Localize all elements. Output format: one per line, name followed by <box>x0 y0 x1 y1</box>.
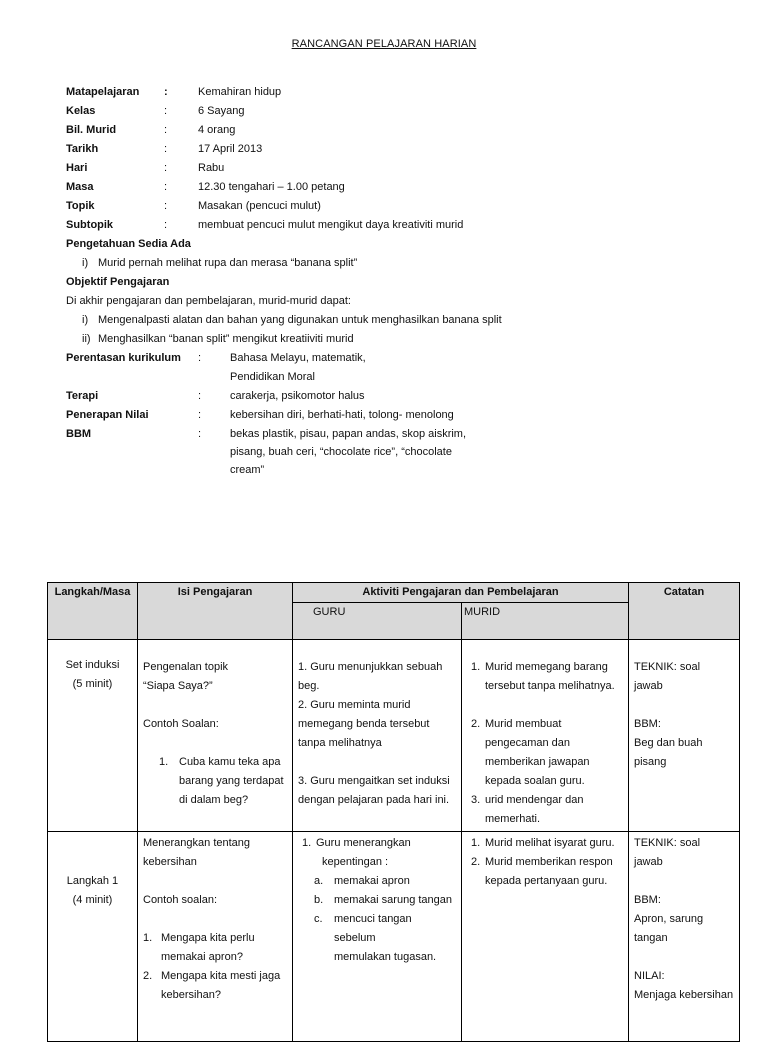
cell-line: Menerangkan tentang <box>143 837 251 849</box>
list-number: ii) <box>82 333 91 345</box>
cell-line: memakai sarung tangan <box>334 894 453 906</box>
cell-guru <box>293 832 462 1042</box>
info-label: Kelas <box>66 105 96 117</box>
cell-line: pisang <box>634 756 667 768</box>
cell-catatan <box>629 832 740 1042</box>
cell-line: Mengapa kita mesti jaga <box>161 970 281 982</box>
cell-line: memulakan tugasan. <box>334 951 437 963</box>
extra-value: cream” <box>230 464 265 476</box>
list-item <box>298 910 456 967</box>
list-number: 1. <box>143 932 153 944</box>
header-isi: Isi Pengajaran <box>138 583 293 640</box>
cell-line: Cuba kamu teka apa <box>179 756 281 768</box>
cell-line: tangan <box>634 932 668 944</box>
cell-langkah <box>48 640 138 832</box>
cell-line: memberikan jawapan <box>485 756 590 768</box>
cell-line: kebersihan <box>143 856 197 868</box>
header-catatan: Catatan <box>629 583 740 640</box>
extra-value: Pendidikan Moral <box>230 371 315 383</box>
list-item <box>298 872 456 891</box>
info-colon: : <box>164 219 168 231</box>
info-value: Rabu <box>198 162 225 174</box>
list-number: c. <box>314 913 323 925</box>
cell-line: tersebut tanpa melihatnya. <box>485 680 615 692</box>
cell-line: jawab <box>634 680 663 692</box>
info-label: Tarikh <box>66 143 99 155</box>
extra-colon: : <box>198 390 202 402</box>
cell-line: tanpa melihatnya <box>298 737 382 749</box>
info-colon: : <box>164 105 168 117</box>
cell-murid <box>462 640 629 832</box>
section-heading-objektif: Objektif Pengajaran <box>66 276 170 288</box>
cell-line: “Siapa Saya?” <box>143 680 213 692</box>
cell-isi <box>138 832 293 1042</box>
list-item <box>143 929 287 967</box>
table-row <box>48 832 740 1042</box>
info-value: 12.30 tengahari – 1.00 petang <box>198 181 345 193</box>
cell-line: Contoh Soalan: <box>143 718 219 730</box>
cell-line: dengan pelajaran pada hari ini. <box>298 794 450 806</box>
cell-line: Apron, sarung <box>634 913 704 925</box>
list-number: i) <box>82 257 89 269</box>
info-value: 4 orang <box>198 124 236 136</box>
list-text: Mengenalpasti alatan dan bahan yang digunakan untuk menghasilkan banana split <box>98 314 502 326</box>
cell-line: kepada pertanyaan guru. <box>485 875 608 887</box>
lesson-table <box>47 582 740 1042</box>
subheader-murid <box>462 603 629 640</box>
cell-line: TEKNIK: soal <box>634 661 701 673</box>
cell-line: memakai apron? <box>161 951 243 963</box>
cell-line: Murid membuat <box>485 718 562 730</box>
objektif-intro: Di akhir pengajaran dan pembelajaran, murid-murid dapat: <box>66 295 351 307</box>
cell-isi <box>138 640 293 832</box>
cell-line: Beg dan buah <box>634 737 703 749</box>
info-label: Topik <box>66 200 95 212</box>
cell-line: BBM: <box>634 894 661 906</box>
extra-label: Penerapan Nilai <box>66 409 149 421</box>
info-label: Hari <box>66 162 88 174</box>
list-item <box>467 658 623 696</box>
header-aktiviti: Aktiviti Pengajaran dan Pembelajaran <box>293 583 629 603</box>
extra-value: pisang, buah ceri, “chocolate rice”, “chocolate <box>230 446 452 458</box>
section-heading-pengetahuan: Pengetahuan Sedia Ada <box>66 238 191 250</box>
list-number: b. <box>314 894 324 906</box>
cell-line: Murid memberikan respon <box>485 856 613 868</box>
cell-line: Guru menerangkan <box>316 837 411 849</box>
list-number: 1. <box>159 756 169 768</box>
list-item <box>467 834 623 853</box>
cell-line: Mengapa kita perlu <box>161 932 255 944</box>
cell-line: Pengenalan topik <box>143 661 229 673</box>
extra-value: bekas plastik, pisau, papan andas, skop aiskrim, <box>230 428 467 440</box>
list-item <box>467 715 623 791</box>
cell-line: NILAI: <box>634 970 665 982</box>
extra-value: Bahasa Melayu, matematik, <box>230 352 366 364</box>
header-langkah: Langkah/Masa <box>48 583 138 640</box>
list-number: i) <box>82 314 89 326</box>
cell-line: (4 minit) <box>72 894 113 906</box>
info-value: membuat pencuci mulut mengikut daya kreativiti murid <box>198 219 464 231</box>
subheader-guru <box>293 603 462 640</box>
table-row <box>48 640 740 832</box>
cell-line: Contoh soalan: <box>143 894 217 906</box>
cell-line: Menjaga kebersihan <box>634 989 734 1001</box>
list-number: 1. <box>471 837 481 849</box>
list-item <box>298 891 456 910</box>
list-number: 2. <box>471 718 481 730</box>
cell-line: Set induksi <box>65 659 120 671</box>
cell-line: (5 minit) <box>72 678 113 690</box>
info-value: Kemahiran hidup <box>198 86 282 98</box>
cell-line: 1. Guru menunjukkan sebuah <box>298 661 443 673</box>
info-label: Masa <box>66 181 94 193</box>
cell-line: Murid memegang barang <box>485 661 608 673</box>
info-value: 17 April 2013 <box>198 143 263 155</box>
cell-line: kebersihan? <box>161 989 221 1001</box>
cell-line: kepada soalan guru. <box>485 775 585 787</box>
info-colon: : <box>164 143 168 155</box>
cell-line: memakai apron <box>334 875 410 887</box>
extra-value: carakerja, psikomotor halus <box>230 390 365 402</box>
extra-colon: : <box>198 409 202 421</box>
page-title: RANCANGAN PELAJARAN HARIAN <box>291 38 477 50</box>
info-value: Masakan (pencuci mulut) <box>198 200 321 212</box>
cell-line: BBM: <box>634 718 661 730</box>
cell-line: Murid melihat isyarat guru. <box>485 837 615 849</box>
cell-line: jawab <box>634 856 663 868</box>
cell-line: memegang benda tersebut <box>298 718 430 730</box>
list-item <box>467 853 623 891</box>
list-number: 3. <box>471 794 481 806</box>
cell-line: 2. Guru meminta murid <box>298 699 411 711</box>
extra-colon: : <box>198 352 202 364</box>
info-colon: : <box>164 124 168 136</box>
info-value: 6 Sayang <box>198 105 245 117</box>
list-item <box>467 791 623 829</box>
cell-guru <box>293 640 462 832</box>
subheader-murid-label: MURID <box>464 606 501 618</box>
info-label: Subtopik <box>66 219 114 231</box>
cell-line: TEKNIK: soal <box>634 837 701 849</box>
extra-label: Terapi <box>66 390 99 402</box>
list-number: 1. <box>471 661 481 673</box>
list-number: 2. <box>143 970 153 982</box>
info-colon: : <box>164 86 168 98</box>
cell-line: Langkah 1 <box>66 875 119 887</box>
info-colon: : <box>164 162 168 174</box>
list-number: a. <box>314 875 324 887</box>
info-label: Matapelajaran <box>66 86 140 98</box>
list-item <box>143 967 287 1005</box>
cell-line: beg. <box>298 680 320 692</box>
cell-line: mencuci tangan sebelum <box>334 913 412 944</box>
list-number: 1. <box>302 837 312 849</box>
extra-colon: : <box>198 428 202 440</box>
cell-langkah <box>48 832 138 1042</box>
cell-murid <box>462 832 629 1042</box>
info-label: Bil. Murid <box>66 124 117 136</box>
cell-line: barang yang terdapat <box>179 775 284 787</box>
cell-catatan <box>629 640 740 832</box>
cell-line: urid mendengar dan <box>485 794 584 806</box>
list-item <box>298 834 456 872</box>
cell-line: di dalam beg? <box>179 794 249 806</box>
cell-line: kepentingan : <box>322 856 389 868</box>
cell-line: 3. Guru mengaitkan set induksi <box>298 775 450 787</box>
cell-line: pengecaman dan <box>485 737 571 749</box>
info-colon: : <box>164 200 168 212</box>
list-number: 2. <box>471 856 481 868</box>
list-text: Murid pernah melihat rupa dan merasa “banana split” <box>98 257 358 269</box>
extra-label: Perentasan kurikulum <box>66 352 181 364</box>
table-header-row <box>48 583 740 603</box>
extra-value: kebersihan diri, berhati-hati, tolong- menolong <box>230 409 454 421</box>
extra-label: BBM <box>66 428 92 440</box>
cell-line: memerhati. <box>485 813 541 825</box>
info-colon: : <box>164 181 168 193</box>
subheader-guru-label: GURU <box>313 606 346 618</box>
list-text: Menghasilkan “banan split” mengikut kreatiiviti murid <box>98 333 354 345</box>
list-item <box>143 753 287 810</box>
